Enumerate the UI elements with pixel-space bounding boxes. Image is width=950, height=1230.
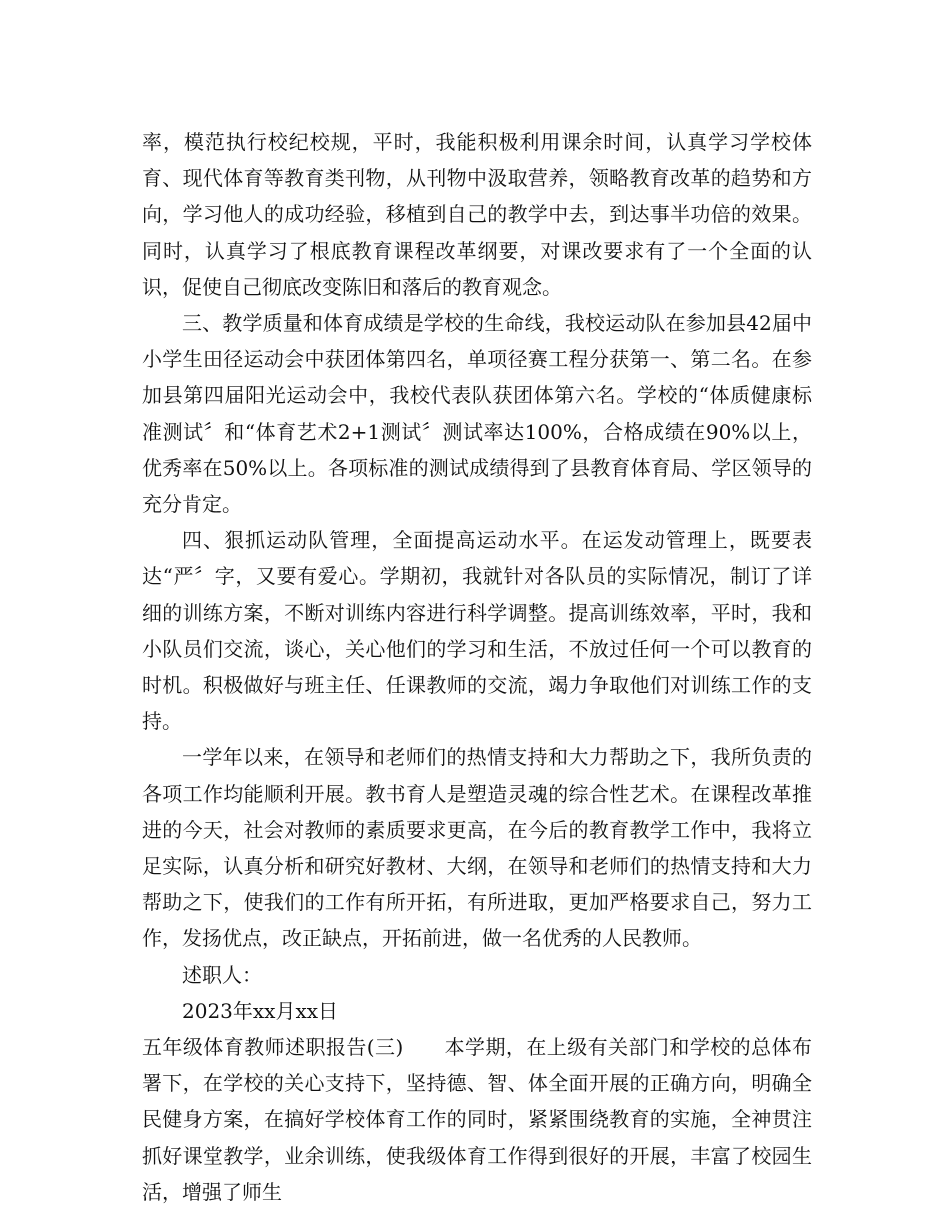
paragraph-summary: 一学年以来，在领导和老师们的热情支持和大力帮助之下，我所负责的各项工作均能顺利开展。教书育人是塑造灵魂的综合性艺术。在课程改革推进的今天，社会对教师的素质要求更高，在今后的教育教学工作中，我将立足实际，认真分析和研究好教材、大纲，在领导和老师们的热情支持和大力帮助之下，使我们的工作有所开拓，有所进取，更加严格要求自己，努力工作，发扬优点，改正缺点，开拓前进，做一名优秀的人民教师。 <box>142 745 812 951</box>
report-date: 2023年xx月xx日 <box>182 998 339 1023</box>
signature-label: 述职人： <box>182 962 262 987</box>
document-body <box>142 124 812 1210</box>
next-report-section: 五年级体育教师述职报告(三) 本学期，在上级有关部门和学校的总体布署下，在学校的关心支持下，坚持德、智、体全面开展的正确方向，明确全民健身方案，在搞好学校体育工作的同时，紧紧围绕教育的实施，全神贯注抓好课堂教学，业余训练，使我级体育工作得到很好的开展，丰富了校园生活，增强了师生 <box>142 1035 812 1204</box>
paragraph-continuation: 率，模范执行校纪校规，平时，我能积极利用课余时间，认真学习学校体育、现代体育等教育类刊物，从刊物中汲取营养，领略教育改革的趋势和方向，学习他人的成功经验，移植到自己的教学中去，到达事半功倍的效果。同时，认真学习了根底教育课程改革纲要，对课改要求有了一个全面的认识，促使自己彻底改变陈旧和落后的教育观念。 <box>142 130 812 299</box>
paragraph-team-management: 四、狠抓运动队管理，全面提高运动水平。在运发动管理上，既要表达“严〞字，又要有爱心。学期初，我就针对各队员的实际情况，制订了详细的训练方案，不断对训练内容进行科学调整。提高训练效率，平时，我和小队员们交流，谈心，关心他们的学习和生活，不放过任何一个可以教育的时机。积极做好与班主任、任课教师的交流，竭力争取他们对训练工作的支持。 <box>142 528 812 734</box>
paragraph-teaching-quality: 三、教学质量和体育成绩是学校的生命线，我校运动队在参加县42届中小学生田径运动会中获团体第四名，单项径赛工程分获第一、第二名。在参加县第四届阳光运动会中，我校代表队获团体第六名。学校的“体质健康标准测试〞和“体育艺术2+1测试〞测试率达100%，合格成绩在90%以上，优秀率在50%以上。各项标准的测试成绩得到了县教育体育局、学区领导的充分肯定。 <box>142 311 812 517</box>
